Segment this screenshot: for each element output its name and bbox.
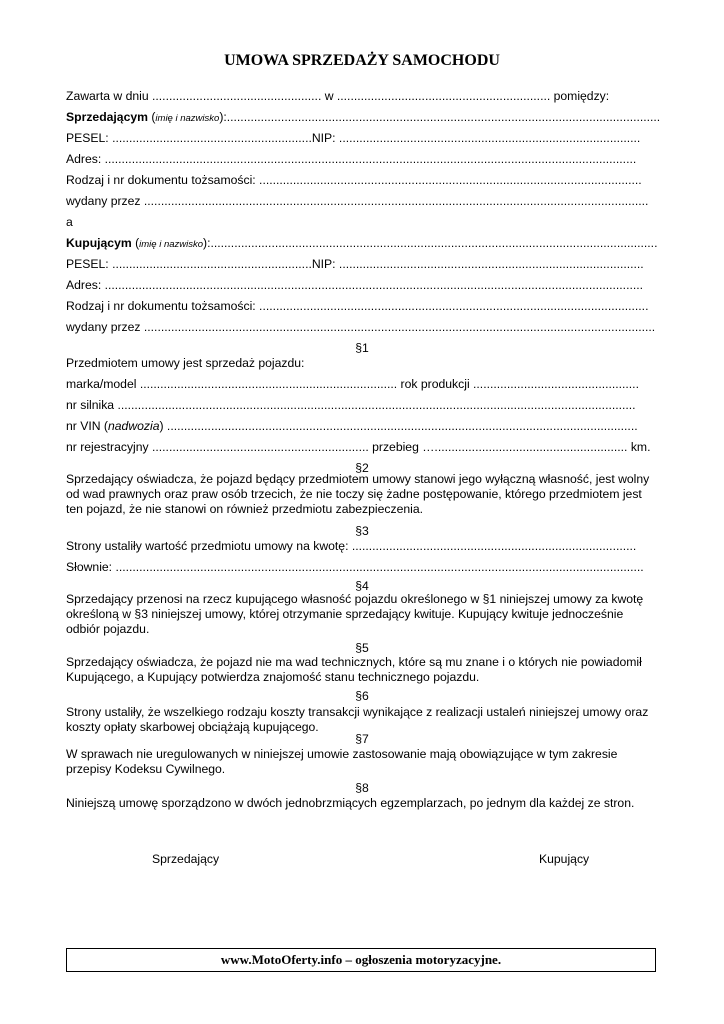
section-6-mark: §6 [355,689,369,703]
buyer-document-line: Rodzaj i nr dokumentu tożsamości: ................................................................................................................... [66,299,649,313]
section-8-mark: §8 [355,781,369,795]
subject-line: Przedmiotem umowy jest sprzedaż pojazdu: [66,356,305,370]
make-model-line: marka/model ............................................................................ rok produkcji ................................................. [66,377,639,391]
section-2-text: Sprzedający oświadcza, że pojazd będący przedmiotem umowy stanowi jego wyłączną własność, jest wolny od wad prawnych oraz praw osób trzecich, że nie toczy się żadne postępowanie, którego przedmiotem jest ten pojazd, że nie stanowi on również przedmiotu zabezpieczenia. [66,472,650,516]
seller-issued-line: wydany przez ..................................................................................................................................................... [66,194,649,208]
section-2-mark: §2 [355,461,369,475]
section-4-mark: §4 [355,579,369,593]
seller-hint: imię i nazwisko [155,113,220,124]
contract-date-line: Zawarta w dniu .................................................. w ............................................................... pomiędzy: [66,89,610,103]
section-3-mark: §3 [355,524,369,538]
vin-suffix: ) ........................................................................................................................................... [159,419,638,433]
section-7-mark: §7 [355,732,369,746]
seller-signature-label: Sprzedający [152,852,220,866]
section-4-text: Sprzedający przenosi na rzecz kupującego własność pojazdu określonego w §1 niniejszej umowy za kwotę określoną w §3 niniejszej umowy, której otrzymanie sprzedający kwituje. Kupujący kwituje jednocześnie odbiór pojazdu. [66,592,644,636]
section-5-mark: §5 [355,641,369,655]
footer-text: www.MotoOferty.info – ogłoszenia motoryzacyjne. [220,952,502,967]
footer-banner [66,948,656,972]
section-6-text: Strony ustaliły, że wszelkiego rodzaju koszty transakcji wynikające z realizacji ustaleń niniejszej umowy oraz koszty opłaty skarbowej obciążają kupującego. [66,705,649,734]
seller-label: Sprzedającym [66,110,148,124]
seller-document-line: Rodzaj i nr dokumentu tożsamości: ................................................................................................................. [66,173,642,187]
buyer-hint: imię i nazwisko [139,239,204,250]
seller-name-line: Sprzedającym (imię i nazwisko):................................................................................................................................ [66,110,661,124]
section-8-text: Niniejszą umowę sporządzono w dwóch jednobrzmiących egzemplarzach, po jednym dla każdej ze stron. [66,796,635,810]
buyer-dots: ):.................................................................................................................................... [203,236,658,250]
seller-dots: ):................................................................................................................................ [219,110,661,124]
registration-line: nr rejestracyjny ................................................................ przebieg …......................................................... km. [66,440,651,454]
document-title: UMOWA SPRZEDAŻY SAMOCHODU [224,52,500,69]
section-1-mark: §1 [355,341,369,355]
buyer-address-line: Adres: ............................................................................................................................................................... [66,278,643,292]
section-7-text: W sprawach nie uregulowanych w niniejszej umowie zastosowanie mają obowiązujące w tym zakresie przepisy Kodeksu Cywilnego. [66,747,618,776]
vin-line [66,419,638,434]
price-line: Strony ustaliły wartość przedmiotu umowy na kwotę: .................................................................................... [66,539,637,553]
engine-number-line: nr silnika ......................................................................................................................................................... [66,398,636,412]
buyer-label: Kupującym [66,236,132,250]
price-words-line: Słownie: ............................................................................................................................................................ [66,560,644,574]
vin-prefix: nr VIN ( [66,419,108,433]
buyer-issued-line: wydany przez ....................................................................................................................................................... [66,320,656,334]
buyer-pesel-line: PESEL: ...........................................................NIP: .......................................................................................... [66,257,644,271]
seller-pesel-line: PESEL: ...........................................................NIP: ......................................................................................... [66,131,641,145]
seller-address-line: Adres: ............................................................................................................................................................. [66,152,637,166]
section-5-text: Sprzedający oświadcza, że pojazd nie ma wad technicznych, które są mu znane i o których nie powiadomił Kupującego, a Kupujący potwierdza znajomość stanu technicznego pojazdu. [66,655,642,684]
buyer-name-line: Kupującym (imię i nazwisko):.................................................................................................................................... [66,236,658,250]
vin-italic: nadwozia [107,419,160,433]
and-word: a [66,215,73,229]
buyer-signature-label: Kupujący [539,852,590,866]
